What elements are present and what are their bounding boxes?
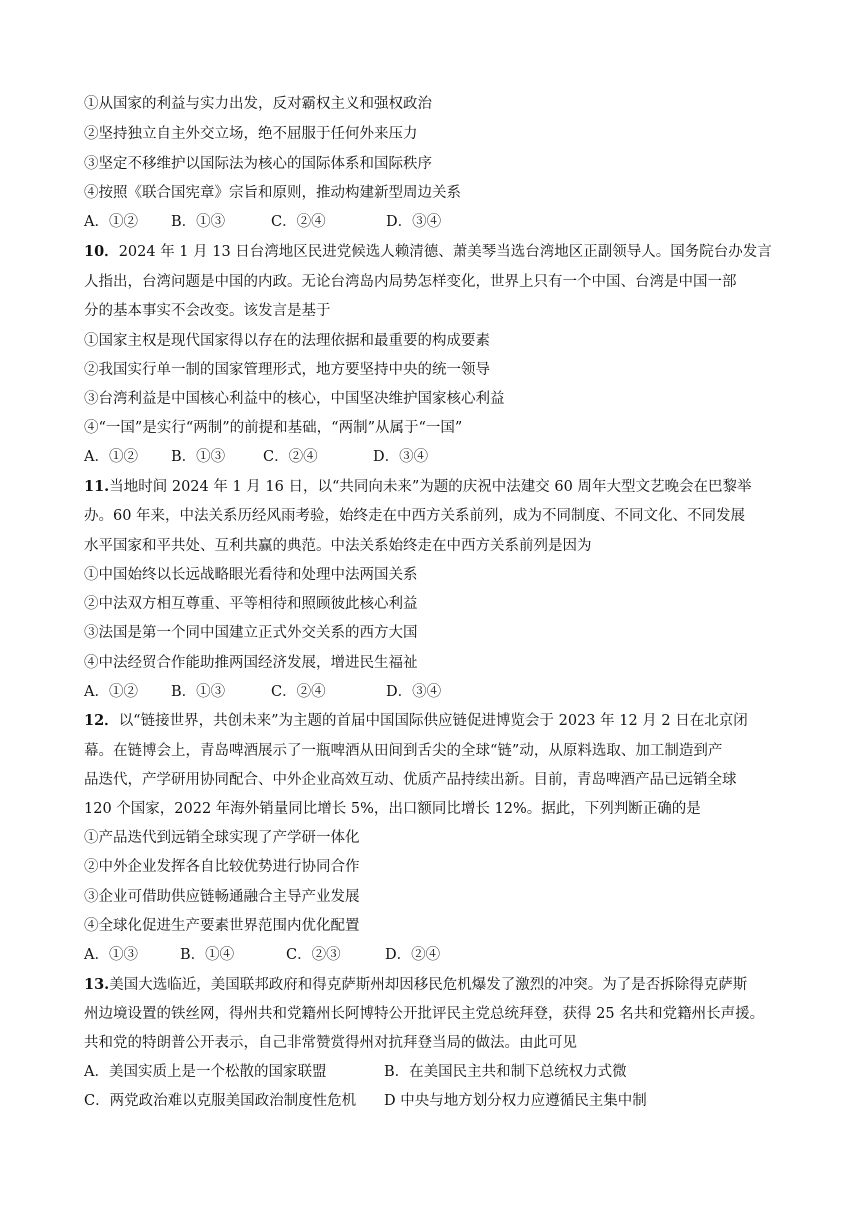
q11-item-4: ④中法经贸合作能助推两国经济发展，增进民生福祉 <box>84 655 418 671</box>
q13-option-d: D 中央与地方划分权力应遵循民主集中制 <box>384 1093 647 1109</box>
q11-stem-line-1: 11.当地时间 2024 年 1 月 16 日，以“共同向未来”为题的庆祝中法建交 60 周年大型文艺晚会在巴黎举 <box>84 478 752 495</box>
q11-item-2: ②中法双方相互尊重、平等相待和照顾彼此核心利益 <box>84 596 418 612</box>
q12-item-1: ①产品迭代到远销全球实现了产学研一体化 <box>84 830 360 846</box>
q10-stem-line-2: 人指出，台湾问题是中国的内政。无论台湾岛内局势怎样变化，世界上只有一个中国、台湾是中国一部 <box>84 274 737 290</box>
q10-option-c: C．②④ <box>263 449 318 465</box>
q12-option-a: A．①③ <box>84 947 138 963</box>
q13-stem-line-2: 州边境设置的铁丝网，得州共和党籍州长阿博特公开批评民主党总统拜登，获得 25 名共和党籍州长声援。 <box>84 1006 765 1022</box>
q10-item-2: ②我国实行单一制的国家管理形式，地方要坚持中央的统一领导 <box>84 362 490 378</box>
q10-number: 10． <box>84 243 119 260</box>
q11-option-a: A．①② <box>84 684 138 700</box>
q13-options-row-1 <box>84 1062 627 1082</box>
q13-stem-line-3: 共和党的特朗普公开表示，自己非常赞赏得州对抗拜登当局的做法。由此可见 <box>84 1035 577 1051</box>
q12-item-4: ④全球化促进生产要素世界范围内优化配置 <box>84 918 360 934</box>
q9-item-2: ②坚持独立自主外交立场，绝不屈服于任何外来压力 <box>84 126 418 142</box>
q11-item-3: ③法国是第一个同中国建立正式外交关系的西方大国 <box>84 625 418 641</box>
q12-stem-line-3: 品迭代，产学研用协同配合、中外企业高效互动、优质产品持续出新。目前，青岛啤酒产品已远销全球 <box>84 772 737 788</box>
q11-number: 11. <box>84 478 110 495</box>
q12-stem-line-4: 120 个国家，2022 年海外销量同比增长 5%，出口额同比增长 12%。据此，下列判断正确的是 <box>84 801 701 817</box>
q10-stem-line-3: 分的基本事实不会改变。该发言是基于 <box>84 303 331 319</box>
q11-item-1: ①中国始终以长远战略眼光看待和处理中法两国关系 <box>84 567 418 583</box>
q9-options <box>84 212 441 232</box>
q9-option-b: B．①③ <box>171 214 226 230</box>
q10-item-1: ①国家主权是现代国家得以存在的法理依据和最重要的构成要素 <box>84 333 490 349</box>
q10-item-4: ④“一国”是实行“两制”的前提和基础，“两制”从属于“一国” <box>84 420 463 436</box>
q9-item-1: ①从国家的利益与实力出发，反对霸权主义和强权政治 <box>84 96 432 112</box>
q9-option-c: C．②④ <box>271 214 326 230</box>
q9-item-4: ④按照《联合国宪章》宗旨和原则，推动构建新型周边关系 <box>84 185 461 201</box>
q13-option-c: C．两党政治难以克服美国政治制度性危机 <box>84 1093 357 1109</box>
q11-options <box>84 682 441 702</box>
q12-option-b: B．①④ <box>180 947 235 963</box>
q12-stem-line-1: 12．以“链接世界，共创未来”为主题的首届中国国际供应链促进博览会于 2023 年 12 月 2 日在北京闭 <box>84 712 748 729</box>
q9-option-d: D．③④ <box>386 214 442 230</box>
q10-option-b: B．①③ <box>171 449 226 465</box>
q12-number: 12． <box>84 712 119 729</box>
q12-options <box>84 945 440 965</box>
q13-stem-line-1: 13.美国大选临近，美国联邦政府和得克萨斯州却因移民危机爆发了激烈的冲突。为了是否拆除得克萨斯 <box>84 976 748 993</box>
q13-option-a: A．美国实质上是一个松散的国家联盟 <box>84 1064 327 1080</box>
q10-item-3: ③台湾利益是中国核心利益中的核心，中国坚决维护国家核心利益 <box>84 391 505 407</box>
q12-item-3: ③企业可借助供应链畅通融合主导产业发展 <box>84 889 360 905</box>
q12-option-c: C．②③ <box>286 947 341 963</box>
q11-option-d: D．③④ <box>386 684 442 700</box>
q10-options <box>84 447 428 467</box>
q9-option-a: A．①② <box>84 214 138 230</box>
q11-stem-line-3: 水平国家和平共处、互利共赢的典范。中法关系始终走在中西方关系前列是因为 <box>84 538 592 554</box>
q13-number: 13. <box>84 976 110 993</box>
q12-item-2: ②中外企业发挥各自比较优势进行协同合作 <box>84 859 360 875</box>
q12-option-d: D．②④ <box>385 947 441 963</box>
q12-stem-line-2: 幕。在链博会上，青岛啤酒展示了一瓶啤酒从田间到舌尖的全球“链”动，从原料选取、加工制造到产 <box>84 743 723 759</box>
q11-option-c: C．②④ <box>271 684 326 700</box>
q10-option-a: A．①② <box>84 449 138 465</box>
q13-options-row-2 <box>84 1091 647 1111</box>
q10-stem-line-1: 10．2024 年 1 月 13 日台湾地区民进党候选人赖清德、萧美琴当选台湾地区正副领导人。国务院台办发言 <box>84 243 772 260</box>
q13-option-b: B．在美国民主共和制下总统权力式微 <box>384 1064 627 1080</box>
q9-item-3: ③坚定不移维护以国际法为核心的国际体系和国际秩序 <box>84 156 432 172</box>
q10-option-d: D．③④ <box>373 449 429 465</box>
q11-stem-line-2: 办。60 年来，中法关系历经风雨考验，始终走在中西方关系前列，成为不同制度、不同文化、不同发展 <box>84 508 746 524</box>
q11-option-b: B．①③ <box>171 684 226 700</box>
